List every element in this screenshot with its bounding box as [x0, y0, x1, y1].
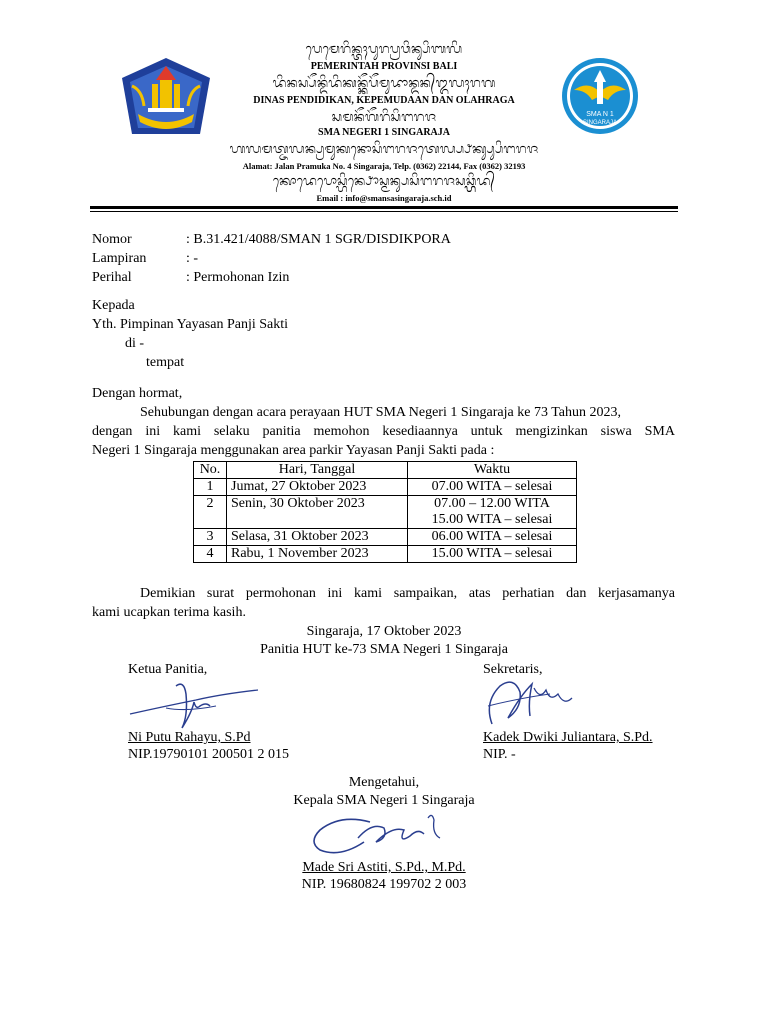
right-signatory-nip: NIP. - — [483, 747, 516, 762]
recipient-kepada: Kepada — [92, 298, 135, 313]
para1-line3: Negeri 1 Singaraja menggunakan area parkir Yayasan Panji Sakti pada : — [92, 443, 495, 458]
table-row — [194, 529, 577, 546]
row-time: 06.00 WITA – selesai — [408, 529, 577, 546]
school-logo-text-1: SMA N 1 — [586, 111, 614, 118]
script-line-3: ᬲᬫᬦᭂᬕᭂᬭᬶᬲᬶᬗᬭᬚ — [331, 110, 437, 125]
government-name: PEMERINTAH PROVINSI BALI — [310, 61, 458, 72]
school-address: Alamat: Jalan Pramuka No. 4 Singaraja, Telp. (0362) 22144, Fax (0362) 32193 — [242, 161, 526, 171]
left-signature — [126, 676, 266, 734]
row-no: 4 — [194, 546, 227, 563]
row-no: 3 — [194, 529, 227, 546]
school-email: Email : info@smansasingaraja.sch.id — [316, 193, 452, 203]
left-signatory-role: Ketua Panitia, — [128, 662, 208, 677]
script-line-4: ᬳᬮᬫᬢ᭄ᬚᬮᬦ᭄ᬧ᭄ᬭᬫᬸᬓᬦᭀᬲᬶᬗᬭᬚᬢᬾᬮ᭄ᬧ᭄ᬨᬓ᭄ᬲ᭄ᬲᬶᬗᬭᬚ — [229, 142, 539, 157]
right-signatory-role: Sekretaris, — [483, 662, 543, 677]
row-time — [408, 496, 577, 529]
row-time-line: 15.00 WITA – selesai — [431, 512, 553, 527]
row-time: 07.00 WITA – selesai — [408, 479, 577, 496]
acknowledged-by: Mengetahui, — [348, 775, 420, 790]
nomor-label: Nomor — [92, 232, 132, 247]
perihal-value: : Permohonan Izin — [186, 270, 290, 285]
table-row — [194, 496, 577, 529]
department-name: DINAS PENDIDIKAN, KEPEMUDAAN DAN OLAHRAGA — [253, 95, 515, 106]
perihal-label: Perihal — [92, 270, 132, 285]
table-header-row — [194, 462, 577, 479]
lampiran-value: : - — [186, 251, 199, 266]
row-time-line: 07.00 – 12.00 WITA — [434, 496, 550, 511]
header-date: Hari, Tanggal — [227, 462, 408, 479]
right-signature — [480, 672, 580, 732]
principal-name-wrap — [0, 859, 768, 876]
greeting: Dengan hormat, — [92, 386, 183, 401]
row-date: Senin, 30 Oktober 2023 — [227, 496, 408, 529]
principal-nip: NIP. 19680824 199702 2 003 — [301, 877, 467, 892]
script-line-2: ᬤᬶᬦᬲ᭄ᬧᭂᬦ᭄ᬤᬶᬤᬶᬓᬦ᭄ᬓᭂᬧᭂᬫᬸᬤᬵᬦ᭄ᬤᬦ᭄ᬑᬮᬄᬭᬕ — [272, 76, 496, 91]
row-time: 15.00 WITA – selesai — [408, 546, 577, 563]
script-line-1: ᬧᬾᬫᬾᬭᬶᬦ᭄ᬢᬄᬧᬸᬭᬧ᭄ᬭᬯᬶᬦ᭄ᬲᬶᬩᬮᬶ — [305, 42, 463, 57]
header-time: Waktu — [408, 462, 577, 479]
recipient-tempat: tempat — [146, 355, 185, 370]
para1-line1: Sehubungan dengan acara perayaan HUT SMA Negeri 1 Singaraja ke 73 Tahun 2023, — [140, 405, 621, 420]
recipient-di: di - — [125, 336, 145, 351]
school-logo-text-2: SINGARAJA — [582, 120, 618, 126]
principal-signature — [300, 808, 470, 864]
principal-role: Kepala SMA Negeri 1 Singaraja — [293, 793, 475, 808]
script-line-5: ᬓᭀᬤᬾᬧᭀᬲ᭄ᬳᬶᬦ᭄ᬨᭀᬲ᭄ᬫᬦ᭄ᬲᬲᬶᬗᬭᬚᬲᬘ᭄ᬳ᭄ᬳᬶᬤ᭄ — [272, 174, 496, 189]
table-row — [194, 546, 577, 563]
left-signatory-name: Ni Putu Rahayu, S.Pd — [128, 730, 251, 745]
closing-line2: kami ucapkan terima kasih. — [92, 605, 246, 620]
principal-name: Made Sri Astiti, S.Pd., M.Pd. — [302, 860, 466, 875]
header-rule-thin — [90, 211, 678, 212]
lampiran-label: Lampiran — [92, 251, 147, 266]
closing-line1: Demikian surat permohonan ini kami sampaikan, atas perhatian dan kerjasamanya — [140, 586, 675, 601]
school-name: SMA NEGERI 1 SINGARAJA — [318, 127, 450, 138]
committee-name: Panitia HUT ke-73 SMA Negeri 1 Singaraja — [260, 642, 508, 657]
row-date: Rabu, 1 November 2023 — [227, 546, 408, 563]
schedule-table — [193, 461, 577, 563]
recipient-name: Yth. Pimpinan Yayasan Panji Sakti — [92, 317, 289, 332]
place-date: Singaraja, 17 Oktober 2023 — [306, 624, 462, 639]
para1-line2: dengan ini kami selaku panitia memohon kesediaannya untuk mengizinkan siswa SMA — [92, 424, 675, 439]
header-rule-thick — [90, 206, 678, 209]
nomor-value: : B.31.421/4088/SMAN 1 SGR/DISDIKPORA — [186, 232, 451, 247]
table-row — [194, 479, 577, 496]
row-no: 1 — [194, 479, 227, 496]
right-signatory-name: Kadek Dwiki Juliantara, S.Pd. — [483, 730, 653, 745]
header-no: No. — [194, 462, 227, 479]
row-date: Jumat, 27 Oktober 2023 — [227, 479, 408, 496]
row-no: 2 — [194, 496, 227, 529]
row-date: Selasa, 31 Oktober 2023 — [227, 529, 408, 546]
left-signatory-nip: NIP.19790101 200501 2 015 — [128, 747, 290, 762]
